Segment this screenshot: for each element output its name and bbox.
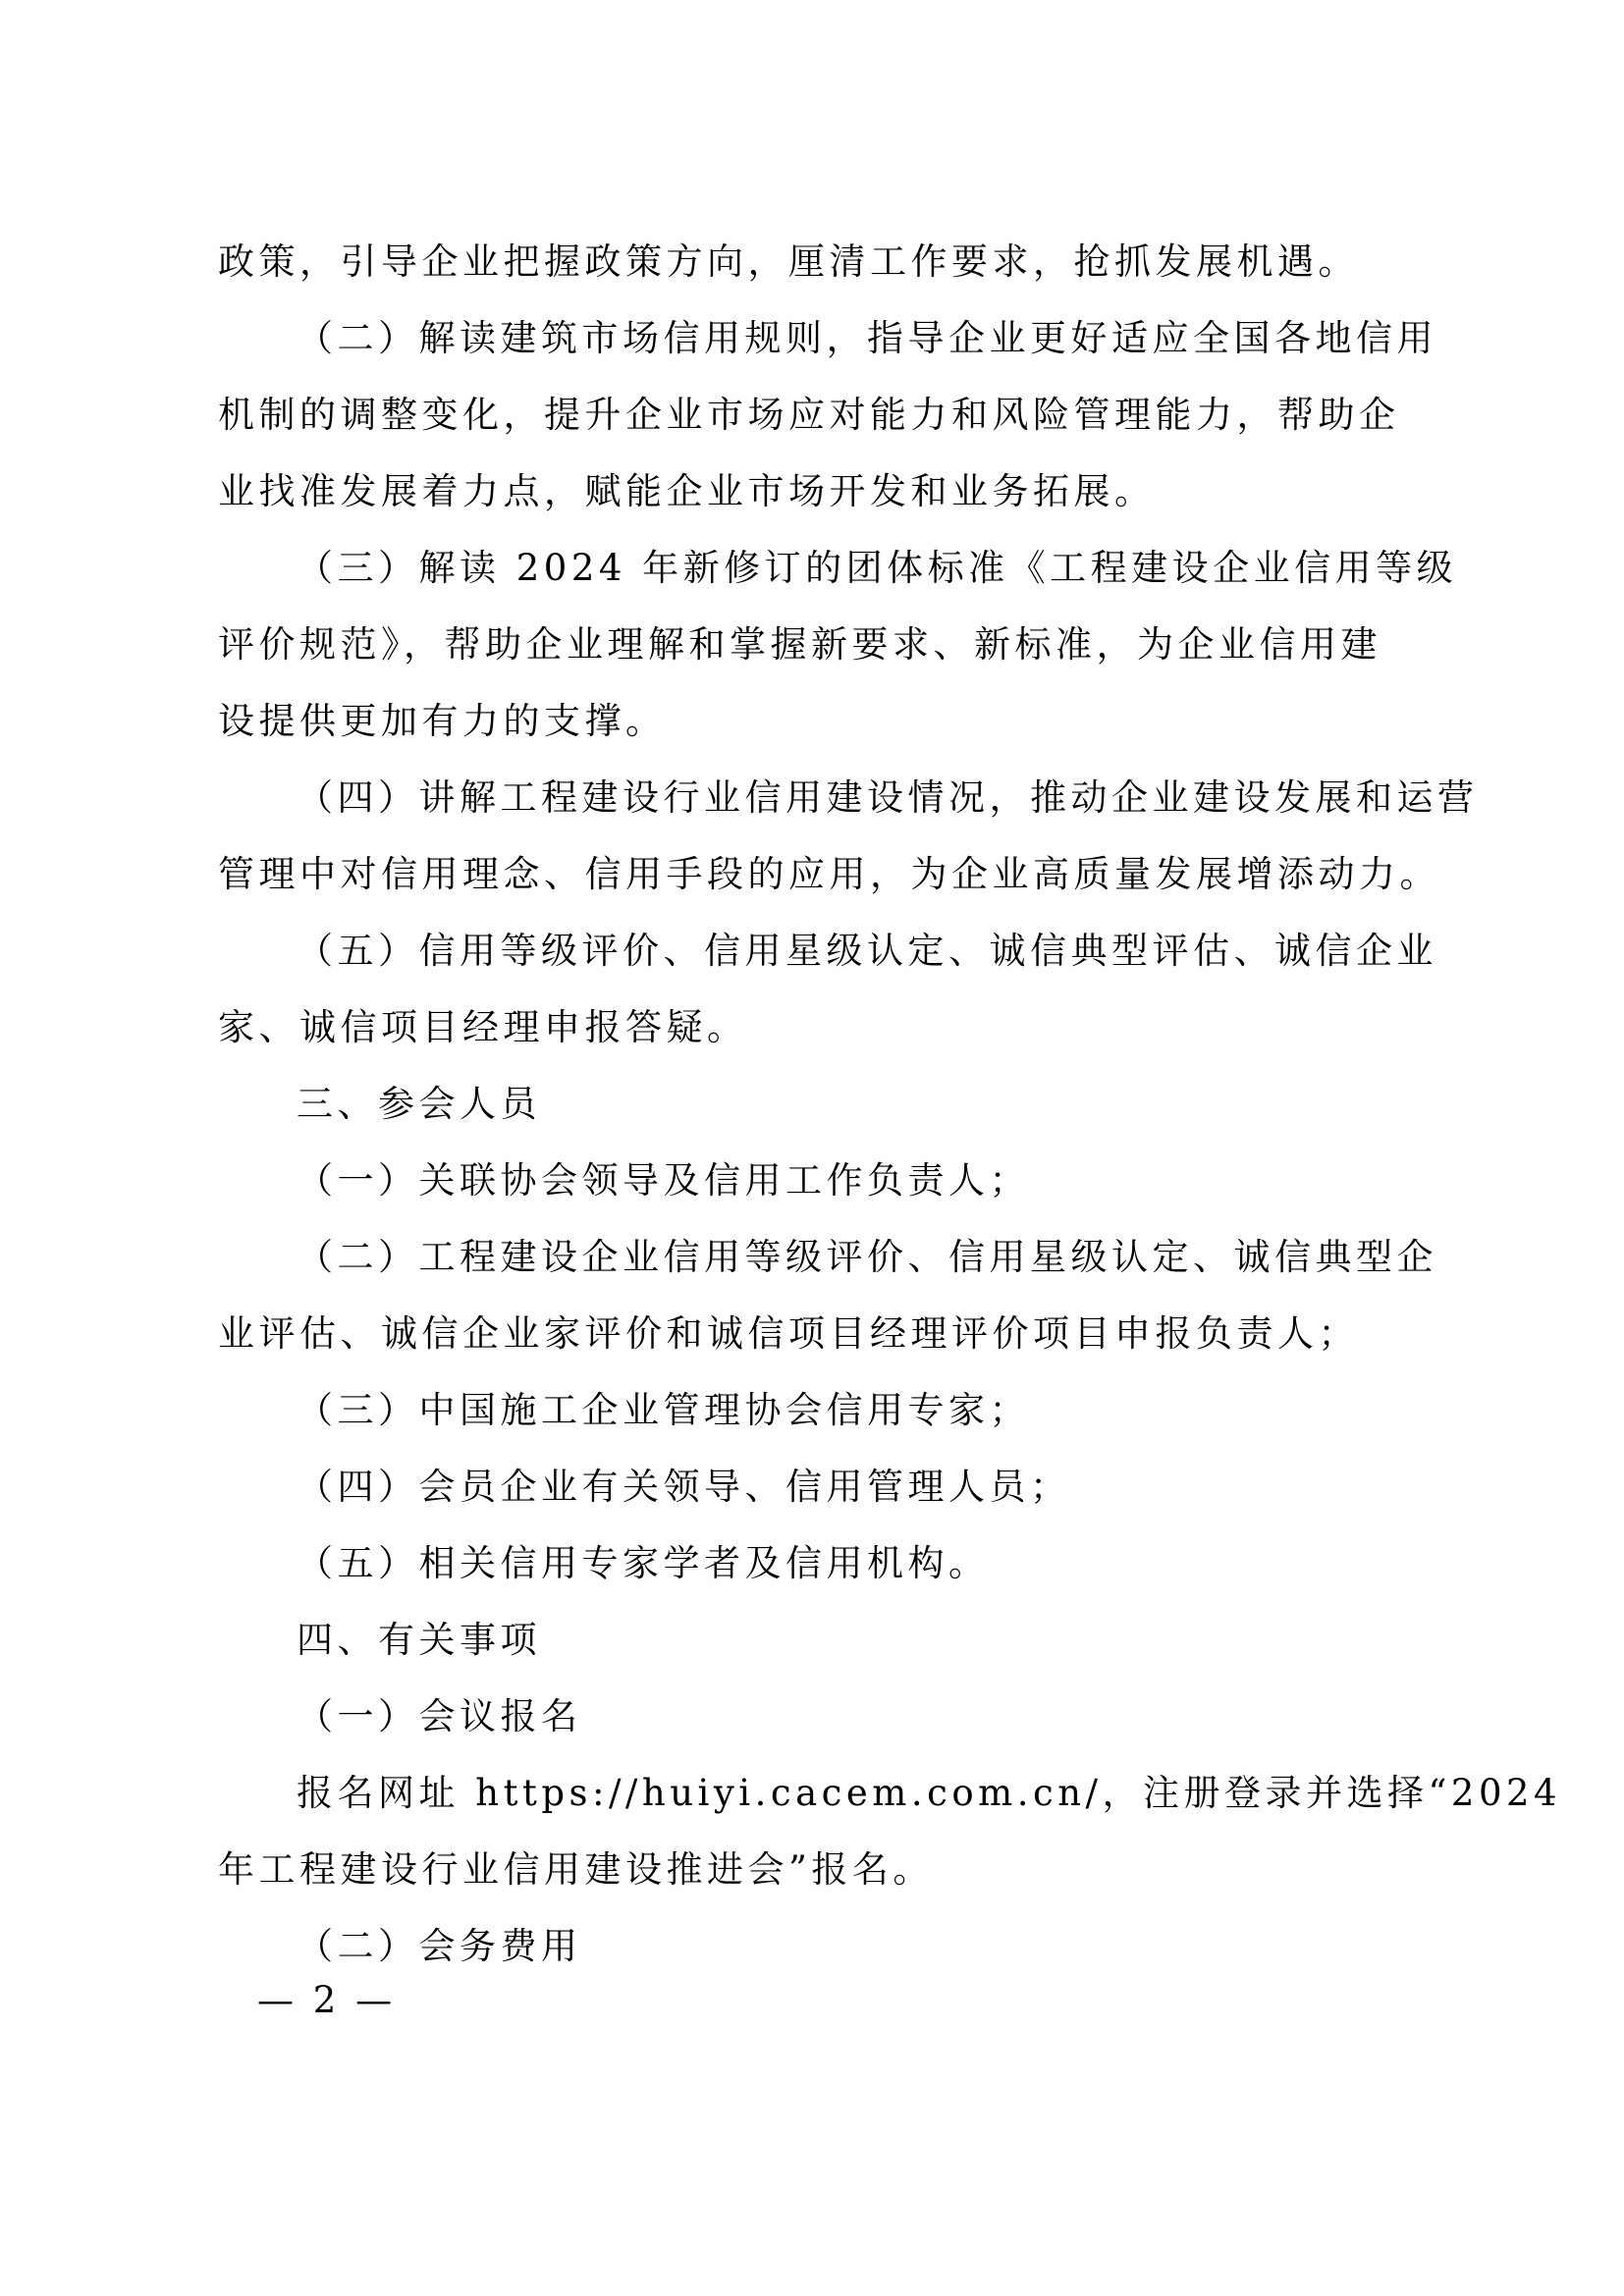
text-line: （四）讲解工程建设行业信用建设情况，推动企业建设发展和运营 bbox=[297, 776, 1479, 819]
text-line: 设提供更加有力的支撑。 bbox=[218, 700, 667, 742]
subsection-heading: （二）会务费用 bbox=[297, 1925, 582, 1967]
list-item: （一）关联协会领导及信用工作负责人； bbox=[297, 1159, 1030, 1201]
text-line: 业评估、诚信企业家评价和诚信项目经理评价项目申报负责人； bbox=[218, 1312, 1359, 1355]
text-line: （三）解读 2024 年新修订的团体标准《工程建设企业信用等级 bbox=[297, 547, 1458, 589]
subsection-heading: （一）会议报名 bbox=[297, 1695, 582, 1737]
text-line: （五）信用等级评价、信用星级认定、诚信典型评估、诚信企业 bbox=[297, 930, 1437, 972]
section-heading: 三、参会人员 bbox=[297, 1083, 541, 1125]
document-body bbox=[218, 224, 1562, 1985]
text-line: （二）解读建筑市场信用规则，指导企业更好适应全国各地信用 bbox=[297, 317, 1437, 359]
list-item: （三）中国施工企业管理协会信用专家； bbox=[297, 1389, 1030, 1431]
text-line: 报名网址 https://huiyi.cacem.com.cn/，注册登录并选择“2024 bbox=[297, 1772, 1562, 1814]
text-line: 家、诚信项目经理申报答疑。 bbox=[218, 1006, 748, 1048]
page-number: — 2 — bbox=[257, 1979, 397, 2021]
text-line: 政策，引导企业把握政策方向，厘清工作要求，抢抓发展机遇。 bbox=[218, 240, 1359, 283]
text-line: 评价规范》，帮助企业理解和掌握新要求、新标准，为企业信用建 bbox=[218, 623, 1381, 666]
list-item: （二）工程建设企业信用等级评价、信用星级认定、诚信典型企 bbox=[297, 1236, 1437, 1278]
text-line: 年工程建设行业信用建设推进会”报名。 bbox=[218, 1848, 934, 1891]
text-line: 机制的调整变化，提升企业市场应对能力和风险管理能力，帮助企 bbox=[218, 394, 1400, 436]
list-item: （五）相关信用专家学者及信用机构。 bbox=[297, 1542, 990, 1584]
section-heading: 四、有关事项 bbox=[297, 1619, 541, 1661]
list-item: （四）会员企业有关领导、信用管理人员； bbox=[297, 1466, 1071, 1508]
text-line: 业找准发展着力点，赋能企业市场开发和业务拓展。 bbox=[218, 470, 1156, 512]
text-line: 管理中对信用理念、信用手段的应用，为企业高质量发展增添动力。 bbox=[218, 853, 1440, 895]
